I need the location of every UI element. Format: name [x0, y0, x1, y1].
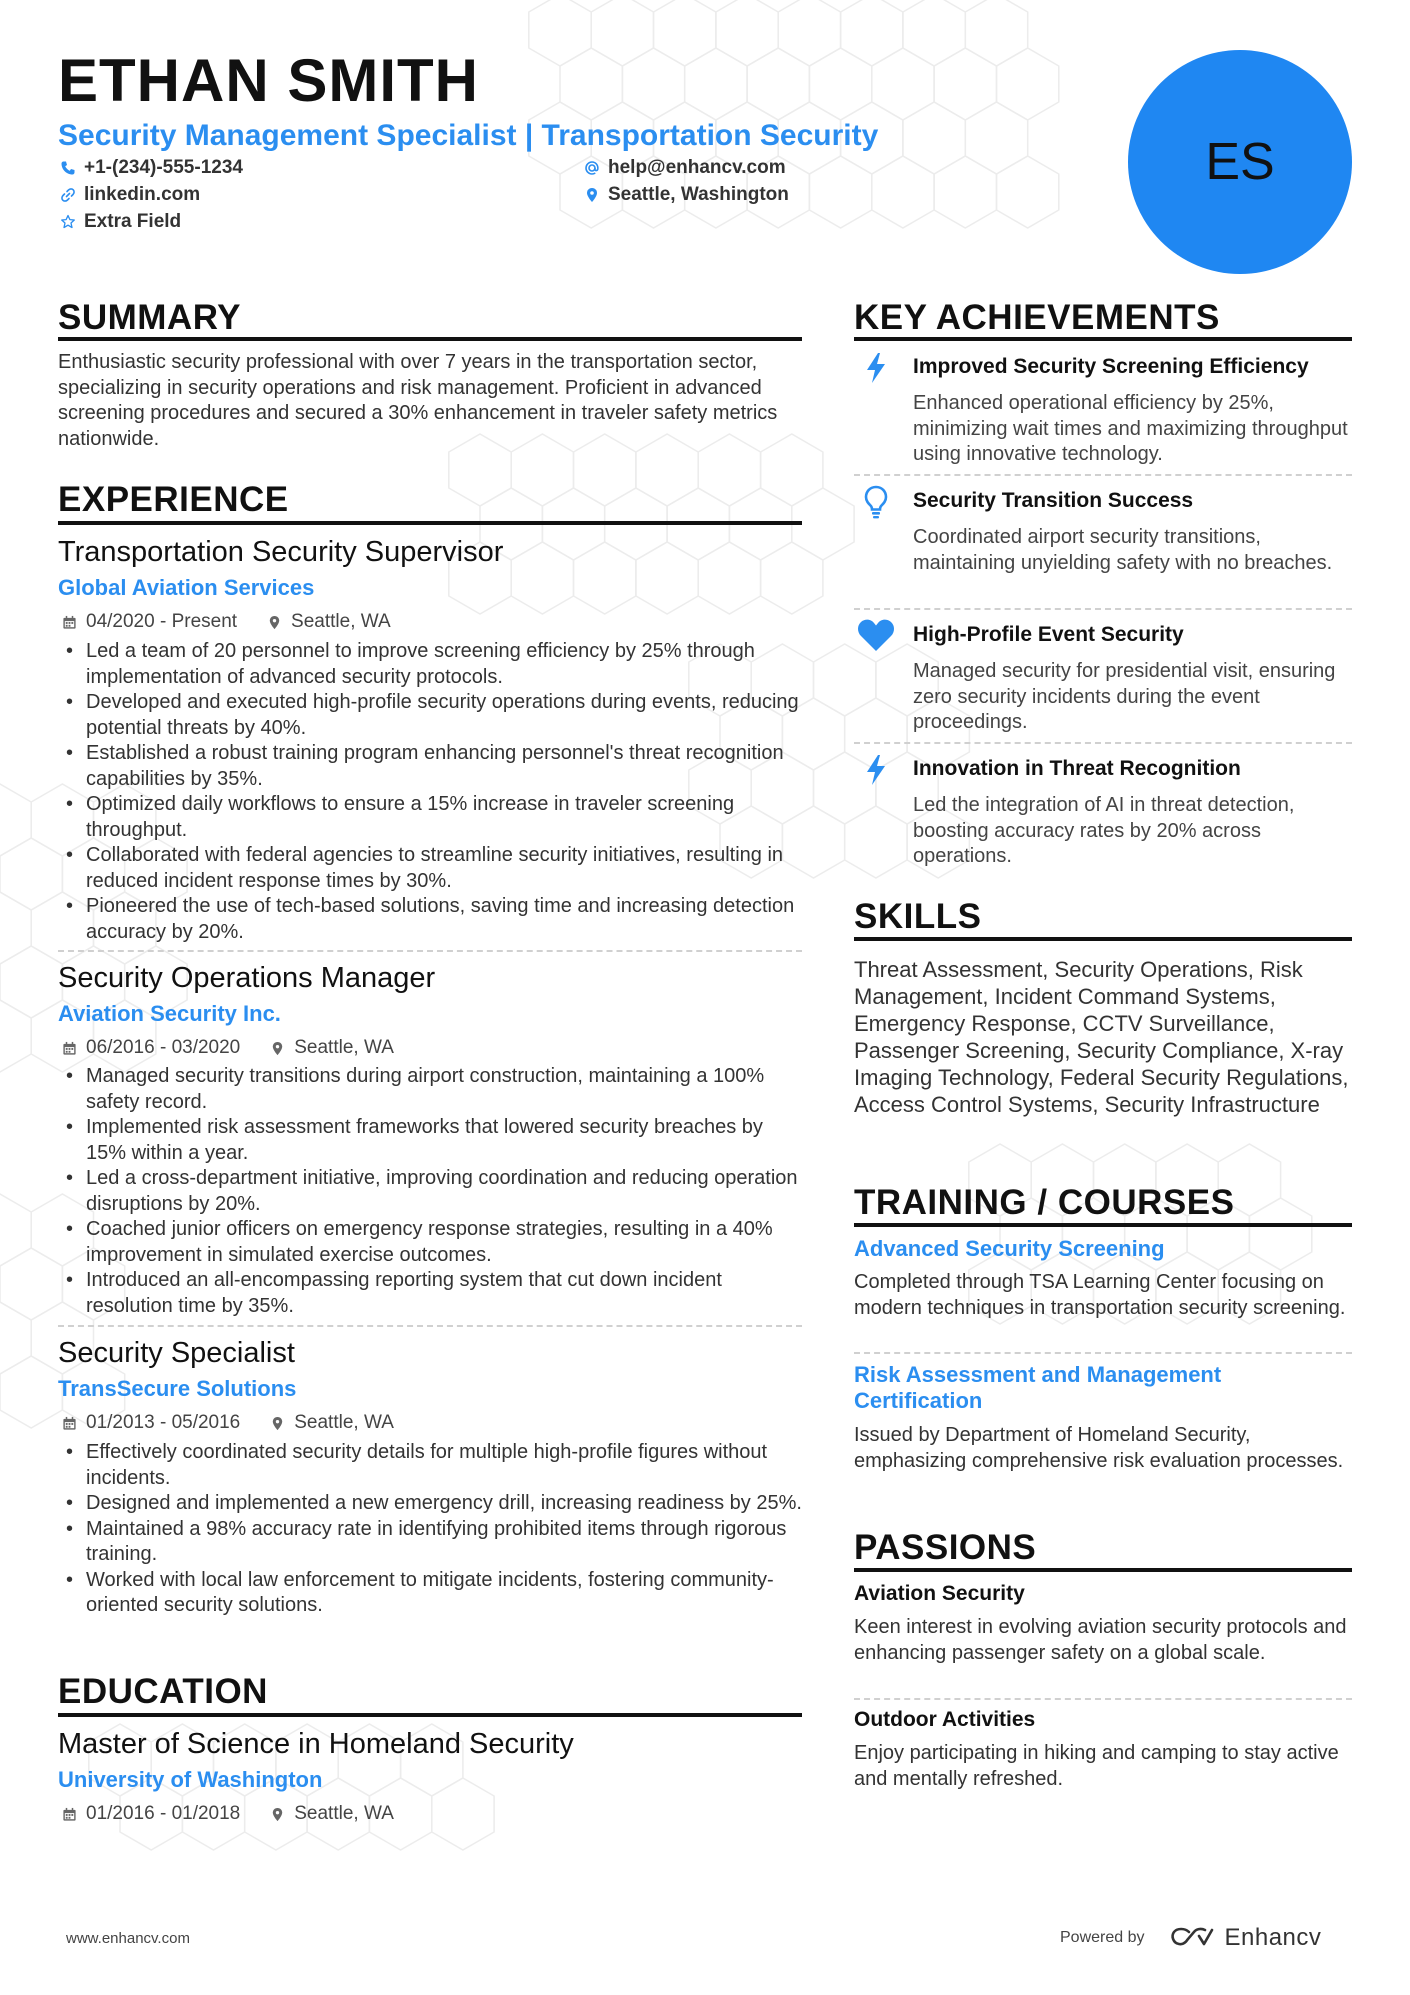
calendar-icon — [62, 1416, 77, 1431]
contact-email[interactable] — [584, 156, 786, 180]
hexagon-decoration — [0, 1248, 62, 1320]
hexagon-decoration — [965, 0, 1027, 66]
job-bullet: • Collaborated with federal agencies to streamline security initiatives, resulting in reduced incident response times by 30%. — [58, 843, 808, 894]
phone-icon — [60, 160, 76, 176]
job-dates: 06/2016 - 03/2020 — [86, 1037, 241, 1058]
hexagon-decoration — [809, 48, 871, 120]
hexagon-decoration — [622, 48, 684, 120]
job-company: Aviation Security Inc. — [58, 1001, 281, 1026]
job-meta — [62, 1036, 394, 1060]
passion-description: Keen interest in evolving aviation security protocols and enhancing passenger safety on a global scale. — [854, 1616, 1347, 1664]
job-bullet: • Coached junior officers on emergency response strategies, resulting in a 40% improvement in simulated exercise outcomes. — [58, 1217, 808, 1268]
hexagon-decoration — [529, 0, 591, 66]
job-bullet: • Worked with local law enforcement to mitigate incidents, fostering community-oriented security solutions. — [58, 1568, 808, 1619]
job-bullet: • Effectively coordinated security details for multiple high-profile figures without incidents. — [58, 1440, 808, 1491]
training-divider — [854, 1223, 1352, 1227]
hexagon-decoration — [761, 542, 823, 614]
job-bullet: • Managed security transitions during airport construction, maintaining a 100% safety record. — [58, 1064, 808, 1115]
summary-text: Enthusiastic security professional with over 7 years in the transportation sector, specializing in security operations and risk management. Proficient in advanced screening procedures and secured a 30% enhancement in traveler safety metrics nationwide. — [58, 351, 778, 450]
experience-divider — [58, 521, 802, 525]
education-divider — [58, 1713, 802, 1717]
hexagon-decoration — [872, 48, 934, 120]
location-pin-icon — [270, 1807, 285, 1822]
lightning-icon — [858, 350, 894, 386]
hexagon-decoration — [0, 946, 62, 1018]
achievement-separator — [854, 474, 1352, 476]
course-description: Issued by Department of Homeland Security, emphasizing comprehensive risk evaluation processes. — [854, 1424, 1344, 1472]
hexagon-decoration — [747, 48, 809, 120]
hexagon-decoration — [965, 102, 1027, 174]
job-bullet: • Maintained a 98% accuracy rate in identifying prohibited items through rigorous training. — [58, 1517, 808, 1568]
link-icon — [60, 187, 76, 203]
hexagon-decoration — [872, 156, 934, 228]
hexagon-decoration — [778, 0, 840, 66]
course-title: Advanced Security Screening — [854, 1236, 1165, 1261]
lightning-icon — [858, 752, 894, 788]
location-pin-icon — [270, 1041, 285, 1056]
hexagon-decoration — [511, 542, 573, 614]
hexagon-decoration — [574, 542, 636, 614]
achievements-heading: KEY ACHIEVEMENTS — [854, 298, 1220, 337]
contact-phone[interactable] — [60, 156, 243, 180]
achievement-description: Enhanced operational efficiency by 25%, minimizing wait times and maximizing throughput using innovative technology. — [913, 392, 1348, 465]
contact-location-text: Seattle, Washington — [608, 184, 789, 205]
job-location: Seattle, WA — [294, 1037, 394, 1058]
avatar — [1128, 50, 1352, 274]
job-company: Global Aviation Services — [58, 575, 315, 600]
skills-text: Threat Assessment, Security Operations, Risk Management, Incident Command Systems, Emergency Response, CCTV Surveillance, Passenger Screening, Security Compliance, X-ray Imaging Technology, Federal Security Regulations, Access Control Systems, Security Infrastructure — [854, 957, 1349, 1117]
job-dates: 01/2013 - 05/2016 — [86, 1412, 241, 1433]
job-bullet: • Developed and executed high-profile security operations during events, reducing potential threats by 40%. — [58, 690, 808, 741]
job-bullet: • Led a cross-department initiative, improving coordination and reducing operation disruptions by 20%. — [58, 1166, 808, 1217]
job-bullet: • Established a robust training program enhancing personnel's threat recognition capabilities by 35%. — [58, 741, 808, 792]
candidate-name: ETHAN SMITH — [58, 47, 479, 114]
job-title: Security Operations Manager — [58, 962, 436, 994]
hexagon-decoration — [0, 1302, 31, 1374]
contact-linkedin-text: linkedin.com — [84, 184, 201, 205]
hexagon-decoration — [0, 784, 31, 856]
hexagon-decoration — [636, 542, 698, 614]
training-heading: TRAINING / COURSES — [854, 1183, 1235, 1222]
hexagon-decoration — [560, 48, 622, 120]
job-title: Transportation Security Supervisor — [58, 536, 504, 568]
location-pin-icon — [270, 1416, 285, 1431]
location-pin-icon — [584, 187, 600, 203]
hexagon-decoration — [716, 0, 778, 66]
hexagon-decoration — [432, 1778, 494, 1850]
achievement-title: Innovation in Threat Recognition — [913, 757, 1241, 780]
hexagon-decoration — [0, 1356, 62, 1428]
passion-title: Outdoor Activities — [854, 1708, 1036, 1731]
achievement-title: Improved Security Screening Efficiency — [913, 355, 1309, 378]
candidate-title: Security Management Specialist | Transportation Security — [58, 119, 879, 152]
job-meta — [62, 1411, 394, 1435]
job-title: Security Specialist — [58, 1337, 295, 1369]
achievement-description: Coordinated airport security transitions, maintaining unyielding safety with no breaches. — [913, 526, 1333, 574]
job-company: TransSecure Solutions — [58, 1376, 297, 1401]
hexagon-decoration — [0, 1194, 31, 1266]
calendar-icon — [62, 1041, 77, 1056]
calendar-icon — [62, 1807, 77, 1822]
job-dates: 04/2020 - Present — [86, 611, 238, 632]
skills-heading: SKILLS — [854, 897, 982, 936]
summary-divider — [58, 337, 802, 341]
contact-extra-text: Extra Field — [84, 211, 182, 232]
course-description: Completed through TSA Learning Center focusing on modern techniques in transportation security screening. — [854, 1271, 1346, 1319]
contact-email-text: help@enhancv.com — [608, 157, 786, 178]
job-bullets — [58, 639, 808, 945]
hexagon-decoration — [997, 48, 1059, 120]
contact-extra-field — [60, 210, 181, 234]
achievement-separator — [854, 742, 1352, 744]
hexagon-decoration — [698, 542, 760, 614]
passion-title: Aviation Security — [854, 1582, 1025, 1605]
skills-divider — [854, 937, 1352, 941]
job-bullet: • Optimized daily workflows to ensure a 15% increase in traveler screening throughput. — [58, 792, 808, 843]
passion-description: Enjoy participating in hiking and camping to stay active and mentally refreshed. — [854, 1742, 1339, 1790]
job-location: Seattle, WA — [291, 611, 391, 632]
course-separator — [854, 1352, 1352, 1354]
achievement-title: High-Profile Event Security — [913, 623, 1184, 646]
contact-linkedin[interactable] — [60, 183, 200, 207]
passions-divider — [854, 1568, 1352, 1572]
course-title: Risk Assessment and Management Certification — [854, 1362, 1222, 1413]
hexagon-decoration — [654, 0, 716, 66]
heart-icon — [856, 617, 896, 653]
passions-heading: PASSIONS — [854, 1528, 1037, 1567]
calendar-icon — [62, 615, 77, 630]
hexagon-decoration — [841, 0, 903, 66]
hexagon-decoration — [591, 0, 653, 66]
job-bullet: • Led a team of 20 personnel to improve screening efficiency by 25% through implementation of advanced security protocols. — [58, 639, 808, 690]
hexagon-decoration — [0, 892, 31, 964]
education-heading: EDUCATION — [58, 1672, 268, 1711]
job-separator — [58, 950, 802, 952]
achievement-title: Security Transition Success — [913, 489, 1194, 512]
achievement-separator — [854, 608, 1352, 610]
job-meta — [62, 610, 391, 634]
education-meta — [62, 1802, 394, 1826]
education-dates: 01/2016 - 01/2018 — [86, 1803, 241, 1824]
summary-heading: SUMMARY — [58, 298, 242, 337]
contact-phone-text: +1-(234)-555-1234 — [84, 157, 243, 178]
footer-website[interactable]: www.enhancv.com — [66, 1930, 190, 1947]
star-icon — [60, 214, 76, 230]
hexagon-decoration — [0, 838, 62, 910]
enhancv-logo-icon — [1169, 1926, 1215, 1950]
job-bullets — [58, 1064, 808, 1319]
enhancv-logo[interactable] — [1169, 1924, 1322, 1952]
enhancv-brand-text: Enhancv — [1224, 1924, 1322, 1951]
job-separator — [58, 1325, 802, 1327]
location-pin-icon — [267, 615, 282, 630]
job-bullet: • Designed and implemented a new emergency drill, increasing readiness by 25%. — [58, 1491, 808, 1517]
experience-heading: EXPERIENCE — [58, 480, 289, 519]
hexagon-decoration — [809, 156, 871, 228]
job-bullets — [58, 1440, 808, 1619]
education-degree: Master of Science in Homeland Security — [58, 1728, 574, 1760]
education-school: University of Washington — [58, 1767, 323, 1792]
job-bullet: • Implemented risk assessment frameworks that lowered security breaches by 15% within a year. — [58, 1115, 808, 1166]
hexagon-decoration — [845, 806, 907, 878]
hexagon-decoration — [903, 102, 965, 174]
hexagon-decoration — [997, 156, 1059, 228]
hexagon-decoration — [814, 644, 876, 716]
contact-location — [584, 183, 789, 207]
job-location: Seattle, WA — [294, 1412, 394, 1433]
achievement-description: Managed security for presidential visit, ensuring zero security incidents during the event proceedings. — [913, 660, 1336, 733]
education-location: Seattle, WA — [294, 1803, 394, 1824]
at-sign-icon — [584, 160, 600, 176]
lightbulb-icon — [858, 484, 894, 520]
job-bullet: • Pioneered the use of tech-based solutions, saving time and increasing detection accuracy by 20%. — [58, 894, 808, 945]
hexagon-decoration — [685, 48, 747, 120]
achievements-divider — [854, 337, 1352, 341]
hexagon-decoration — [0, 1000, 31, 1072]
avatar-initials: ES — [1205, 133, 1275, 191]
achievement-description: Led the integration of AI in threat detection, boosting accuracy rates by 20% across operations. — [913, 794, 1295, 867]
job-bullet: • Introduced an all-encompassing reporting system that cut down incident resolution time by 35%. — [58, 1268, 808, 1319]
footer-powered-by — [1060, 1924, 1321, 1952]
hexagon-decoration — [934, 156, 996, 228]
passion-separator — [854, 1698, 1352, 1700]
hexagon-decoration — [934, 48, 996, 120]
powered-by-label: Powered by — [1060, 1929, 1145, 1946]
hexagon-decoration — [903, 0, 965, 66]
